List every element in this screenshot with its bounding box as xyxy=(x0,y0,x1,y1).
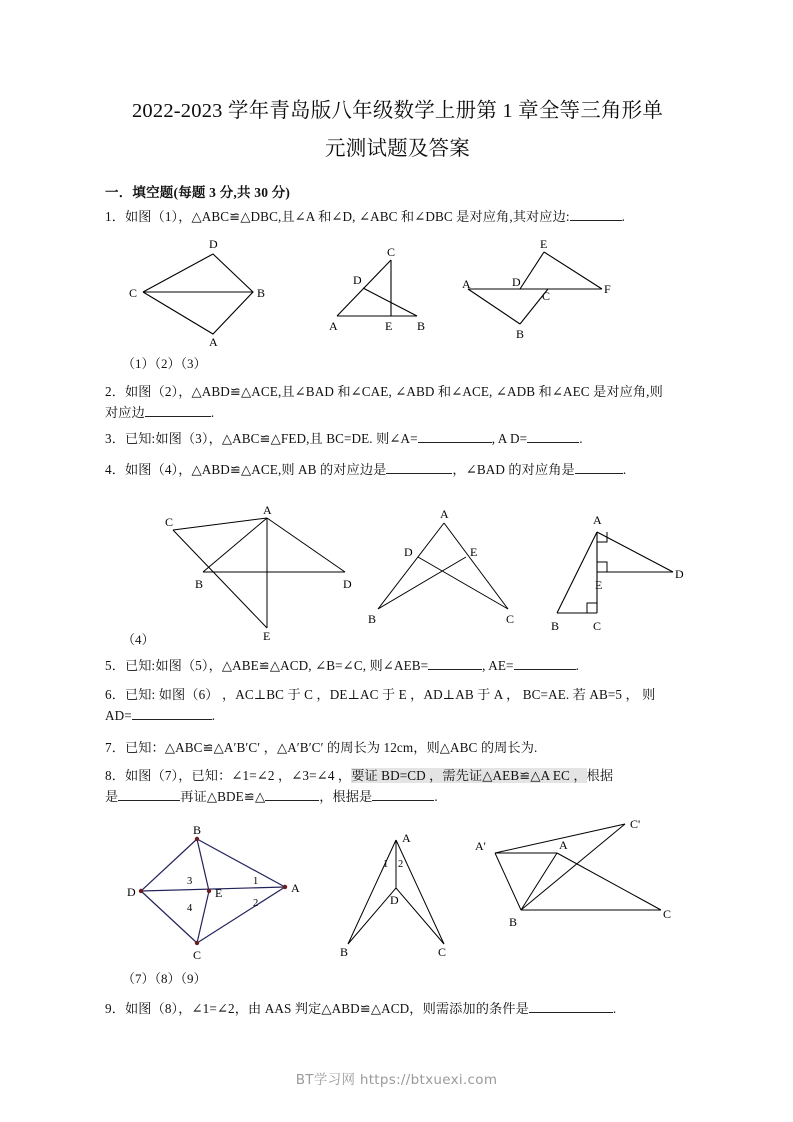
answer-blank[interactable] xyxy=(529,999,613,1013)
question-8 xyxy=(105,765,693,807)
figure-3-label-A: A xyxy=(462,277,471,291)
title-line-1: 2022-2023 学年青岛版八年级数学上册第 1 章全等三角形单 xyxy=(131,100,664,122)
figure-row-2 xyxy=(0,495,793,645)
answer-blank[interactable] xyxy=(514,656,576,670)
question-8-line-2 xyxy=(105,786,693,807)
figure-1-label-A: A xyxy=(209,335,218,349)
question-8-line-1 xyxy=(105,765,693,786)
question-4-text-b: ，∠BAD 的对应角是 xyxy=(452,462,575,477)
question-1-tail: . xyxy=(621,209,626,224)
question-2-line-2 xyxy=(105,402,693,423)
answer-blank[interactable] xyxy=(570,207,622,221)
figure-6-label-C: C xyxy=(593,619,602,633)
question-4-text-c: . xyxy=(622,462,627,477)
figure-3-label-B: B xyxy=(516,327,525,341)
figure-8-label-A: A xyxy=(402,831,411,845)
question-6-line-2 xyxy=(105,705,693,726)
question-9-text-a: 9．如图（8），∠1=∠2，由 AAS 判定△ABD≌△ACD，则需添加的条件是 xyxy=(105,1001,529,1016)
figure-8-label-B: B xyxy=(340,945,349,959)
figure-7-angle-2: 2 xyxy=(253,898,259,909)
answer-blank[interactable] xyxy=(575,460,623,474)
figure-4-label-A: A xyxy=(263,503,272,517)
caption-row-3: （7）（8）（9） xyxy=(122,971,207,986)
figure-1-label-D: D xyxy=(209,237,218,251)
question-8-text-a: 8．如图（7），已知：∠1=∠2 ，∠3=∠4 ， xyxy=(105,768,352,783)
question-3-text-a: 3．已知:如图（3），△ABC≌△FED,且 BC=DE. 则∠A= xyxy=(105,431,418,446)
question-5 xyxy=(105,655,693,676)
figure-3 xyxy=(462,232,637,347)
question-6-suffix: . xyxy=(211,708,216,723)
figure-6-label-D: D xyxy=(675,567,684,581)
figure-6-label-E: E xyxy=(595,578,603,592)
figure-8-angle-2: 2 xyxy=(398,859,404,870)
figure-5-label-C: C xyxy=(506,612,515,626)
question-3-text-c: . xyxy=(579,431,583,446)
question-8-highlight: 要证 BD=CD ，需先证△AEB≌△A EC ， xyxy=(351,768,587,783)
question-3 xyxy=(105,428,693,449)
figure-7-label-D: D xyxy=(127,885,136,899)
figure-5-label-E: E xyxy=(470,545,478,559)
figure-9-label-Cprime: C' xyxy=(630,817,641,831)
figure-7-label-C: C xyxy=(193,948,202,962)
answer-blank[interactable] xyxy=(386,460,452,474)
figure-2-label-E: E xyxy=(385,319,393,333)
figure-9-label-B: B xyxy=(509,915,518,929)
figure-1-label-B: B xyxy=(257,286,266,300)
question-2 xyxy=(105,381,693,423)
figure-7-angle-4: 4 xyxy=(187,903,193,914)
question-5-text-a: 5．已知:如图（5），△ABE≌△ACD, ∠B=∠C, 则∠AEB= xyxy=(105,658,429,673)
figure-7-angle-3: 3 xyxy=(187,876,193,887)
figure-7-label-B: B xyxy=(193,823,202,837)
caption-row-1: （1）（2）（3） xyxy=(122,356,207,371)
question-9-text-b: . xyxy=(612,1001,617,1016)
question-8-text-c: 是 xyxy=(105,789,119,804)
question-2-suffix: . xyxy=(210,405,215,420)
figure-2-label-C: C xyxy=(387,245,396,259)
figure-5 xyxy=(362,505,522,625)
answer-blank[interactable] xyxy=(418,429,492,443)
answer-blank[interactable] xyxy=(118,787,180,801)
figure-5-label-D: D xyxy=(404,545,413,559)
question-4-text-a: 4．如图（4），△ABD≌△ACE,则 AB 的对应边是 xyxy=(105,462,387,477)
figure-9-label-A: A xyxy=(559,838,568,852)
figure-9-label-Aprime: A' xyxy=(475,839,486,853)
question-1-text: 1．如图（1），△ABC≌△DBC,且∠A 和∠D, ∠ABC 和∠DBC 是对应角,其对应边: xyxy=(105,209,570,224)
answer-blank[interactable] xyxy=(145,403,211,417)
figure-7-label-E: E xyxy=(215,886,223,900)
answer-blank[interactable] xyxy=(372,787,434,801)
figure-4-label-B: B xyxy=(195,577,204,591)
figure-1 xyxy=(125,234,285,349)
figure-8-label-D: D xyxy=(390,893,399,907)
figure-4-label-C: C xyxy=(165,515,174,529)
question-9 xyxy=(105,998,693,1019)
figure-8 xyxy=(340,826,470,959)
figure-2-label-A: A xyxy=(329,319,338,333)
question-4 xyxy=(105,459,693,480)
figure-9-label-C: C xyxy=(663,907,672,921)
question-2-line-1: 2．如图（2），△ABD≌△ACE,且∠BAD 和∠CAE, ∠ABD 和∠ACE, ∠ADB 和∠AEC 是对应角,则 xyxy=(105,384,663,399)
question-8-text-e: ，根据是 xyxy=(319,789,373,804)
question-8-text-d: 再证△BDE≌△ xyxy=(180,789,266,804)
question-8-text-f: . xyxy=(434,789,438,804)
figure-8-label-C: C xyxy=(438,945,447,959)
figure-6-label-B: B xyxy=(551,619,560,633)
figure-7-label-A: A xyxy=(291,881,300,895)
question-2-prefix: 对应边 xyxy=(105,405,145,420)
question-8-text-b: 根据 xyxy=(586,768,614,783)
figure-2 xyxy=(325,244,445,339)
section-heading: 一．填空题(每题 3 分,共 30 分) xyxy=(105,185,291,200)
figure-4-label-D: D xyxy=(343,577,352,591)
figure-4-label-E: E xyxy=(263,629,271,643)
question-5-text-c: . xyxy=(575,658,579,673)
question-1 xyxy=(105,206,693,227)
footer-watermark: BT学习网 https://btxuexi.com xyxy=(295,1072,498,1088)
figure-3-label-F: F xyxy=(604,282,611,296)
figure-9 xyxy=(465,817,680,955)
figure-row-1 xyxy=(0,232,793,352)
answer-blank[interactable] xyxy=(527,429,579,443)
answer-blank[interactable] xyxy=(265,787,319,801)
figure-7 xyxy=(125,821,325,961)
figure-2-label-D: D xyxy=(353,273,362,287)
question-7-text: 7．已知：△ABC≌△A′B′C′ ，△A′B′C′ 的周长为 12cm，则△ABC 的周长为. xyxy=(105,740,538,755)
figure-3-label-E: E xyxy=(540,237,548,251)
question-5-text-b: , AE= xyxy=(482,658,514,673)
question-6-line-1: 6．已知: 如图（6） ，AC⊥BC 于 C ，DE⊥AC 于 E ，AD⊥AB 于 A ， BC=AE. 若 AB=5 ， 则 xyxy=(105,687,656,702)
title-line-2: 元测试题及答案 xyxy=(325,138,470,160)
figure-6 xyxy=(545,500,695,635)
figure-3-label-D: D xyxy=(512,275,521,289)
page-title xyxy=(105,92,690,168)
question-6 xyxy=(105,684,693,726)
figure-3-label-C: C xyxy=(542,289,551,303)
figure-8-angle-1: 1 xyxy=(383,859,389,870)
caption-row-2: （4） xyxy=(122,632,155,647)
figure-1-label-C: C xyxy=(129,286,138,300)
figure-row-3 xyxy=(0,818,793,968)
figure-2-label-B: B xyxy=(417,319,426,333)
figure-6-label-A: A xyxy=(593,513,602,527)
figure-4 xyxy=(155,500,355,643)
figure-5-label-B: B xyxy=(368,612,377,626)
figure-5-label-A: A xyxy=(440,507,449,521)
answer-blank[interactable] xyxy=(132,706,212,720)
question-7 xyxy=(105,737,693,758)
question-6-prefix: AD= xyxy=(105,708,132,723)
answer-blank[interactable] xyxy=(428,656,482,670)
question-3-text-b: , A D= xyxy=(491,431,528,446)
figure-7-angle-1: 1 xyxy=(253,876,259,887)
